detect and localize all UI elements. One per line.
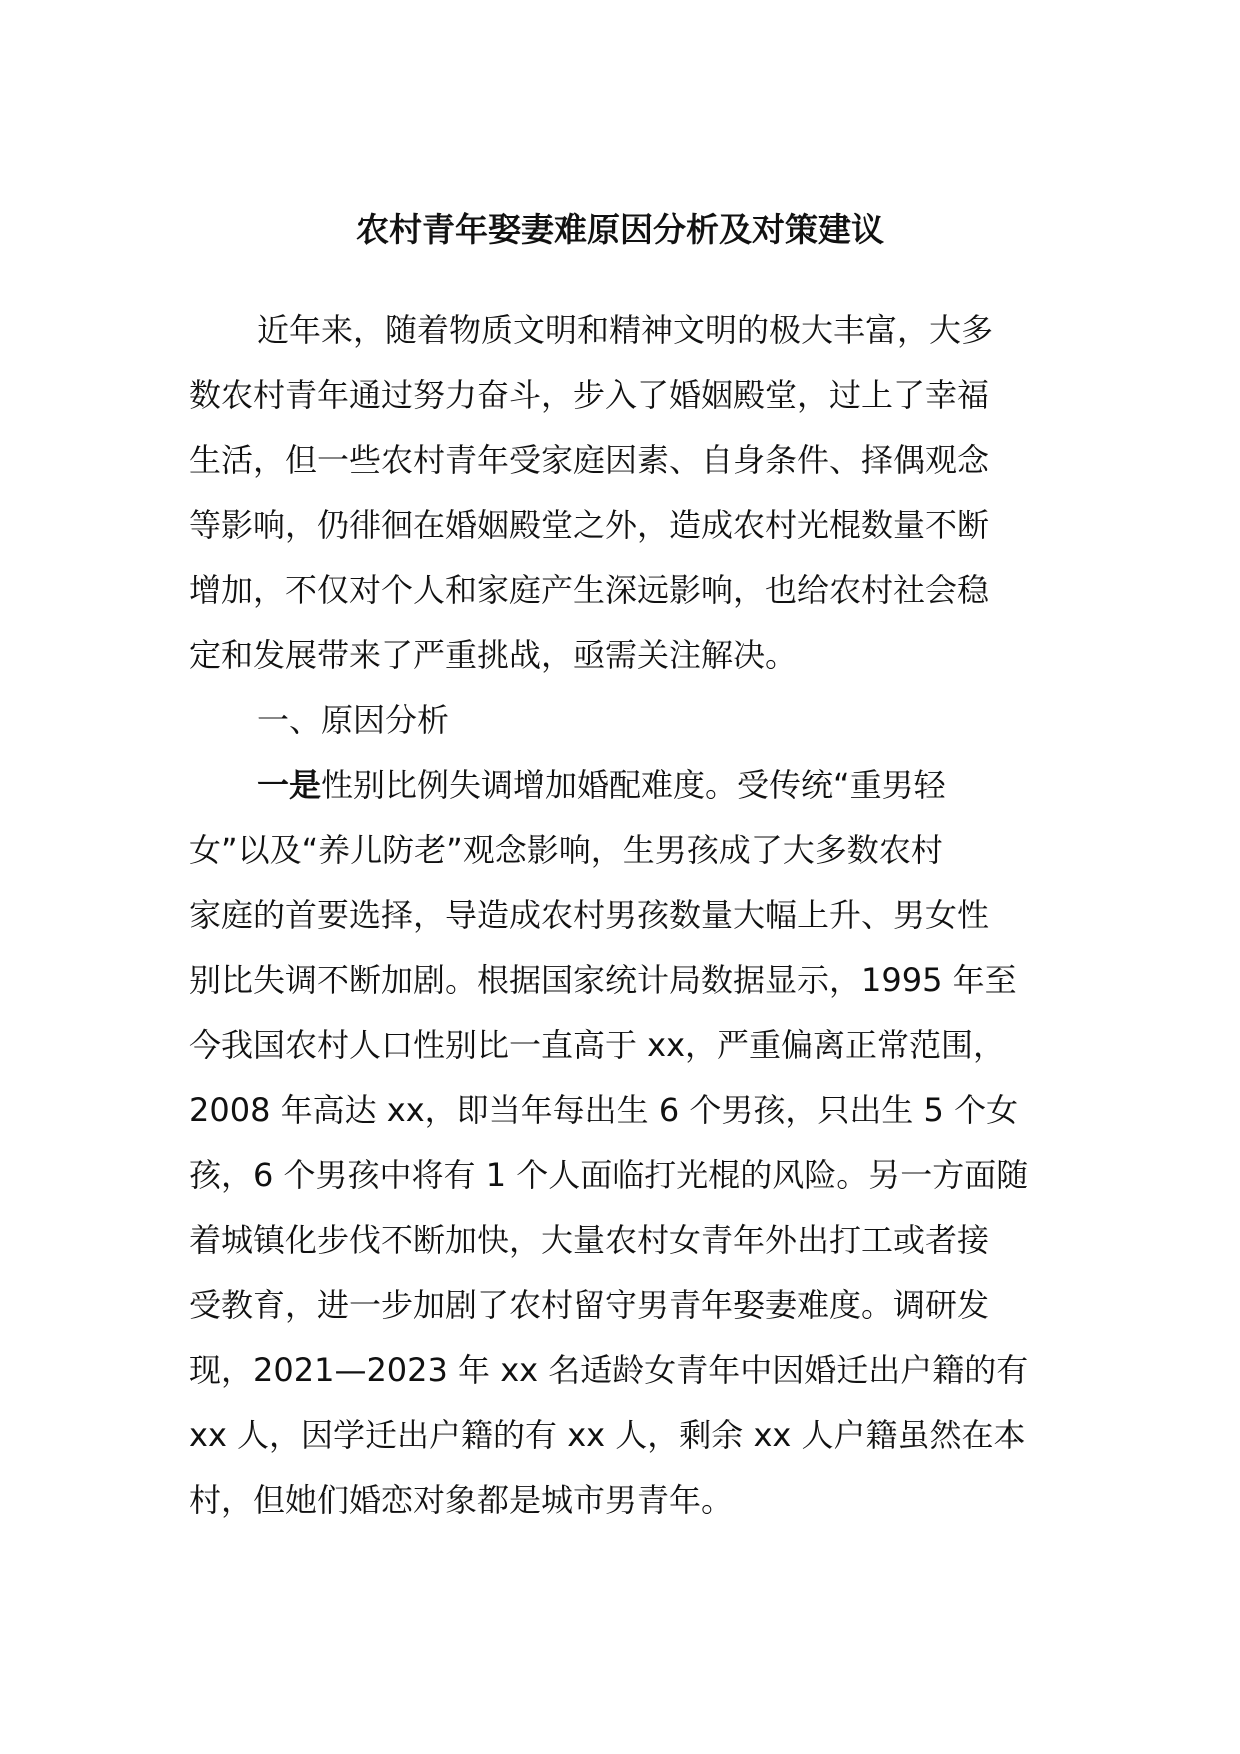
paragraph-line: 女”以及“养儿防老”观念影响，生男孩成了大多数农村 [189,831,943,869]
document-title: 农村青年娶妻难原因分析及对策建议 [356,210,884,249]
document-body [189,298,1059,1533]
paragraph-line: 着城镇化步伐不断加快，大量农村女青年外出打工或者接 [189,1221,990,1259]
paragraph-line: 增加，不仅对个人和家庭产生深远影响，也给农村社会稳 [189,571,990,609]
paragraph-line: xx 人，因学迁出户籍的有 xx 人，剩余 xx 人户籍虽然在本 [189,1416,1026,1454]
paragraph-line: 今我国农村人口性别比一直高于 xx，严重偏离正常范围， [189,1026,1006,1064]
lead-line-text: 性别比例失调增加婚配难度。受传统“重男轻 [321,766,946,804]
paragraph-intro [189,298,1059,688]
paragraph-line: 生活，但一些农村青年受家庭因素、自身条件、择偶观念 [189,441,990,479]
paragraph-line: 定和发展带来了严重挑战，亟需关注解决。 [189,636,798,674]
paragraph-line: 数农村青年通过努力奋斗，步入了婚姻殿堂，过上了幸福 [189,376,990,414]
paragraph-line: 别比失调不断加剧。根据国家统计局数据显示，1995 年至 [189,961,1017,999]
paragraph-line: 2008 年高达 xx，即当年每出生 6 个男孩，只出生 5 个女 [189,1091,1019,1129]
bold-lead: 一是 [257,766,322,804]
paragraph-line: 受教育，进一步加剧了农村留守男青年娶妻难度。调研发 [189,1286,990,1324]
paragraph-gender-ratio [189,753,1059,1533]
paragraph-line: 孩，6 个男孩中将有 1 个人面临打光棍的风险。另一方面随 [189,1156,1029,1194]
paragraph-line: 近年来，随着物质文明和精神文明的极大丰富，大多 [257,311,994,349]
paragraph-line: 村，但她们婚恋对象都是城市男青年。 [189,1481,734,1519]
paragraph-line: 等影响，仍徘徊在婚姻殿堂之外，造成农村光棍数量不断 [189,506,990,544]
paragraph-line: 现，2021—2023 年 xx 名适龄女青年中因婚迁出户籍的有 [189,1351,1029,1389]
paragraph-line: 家庭的首要选择，导造成农村男孩数量大幅上升、男女性 [189,896,990,934]
paragraph-line [189,753,1059,818]
section-heading: 一、原因分析 [257,701,450,739]
